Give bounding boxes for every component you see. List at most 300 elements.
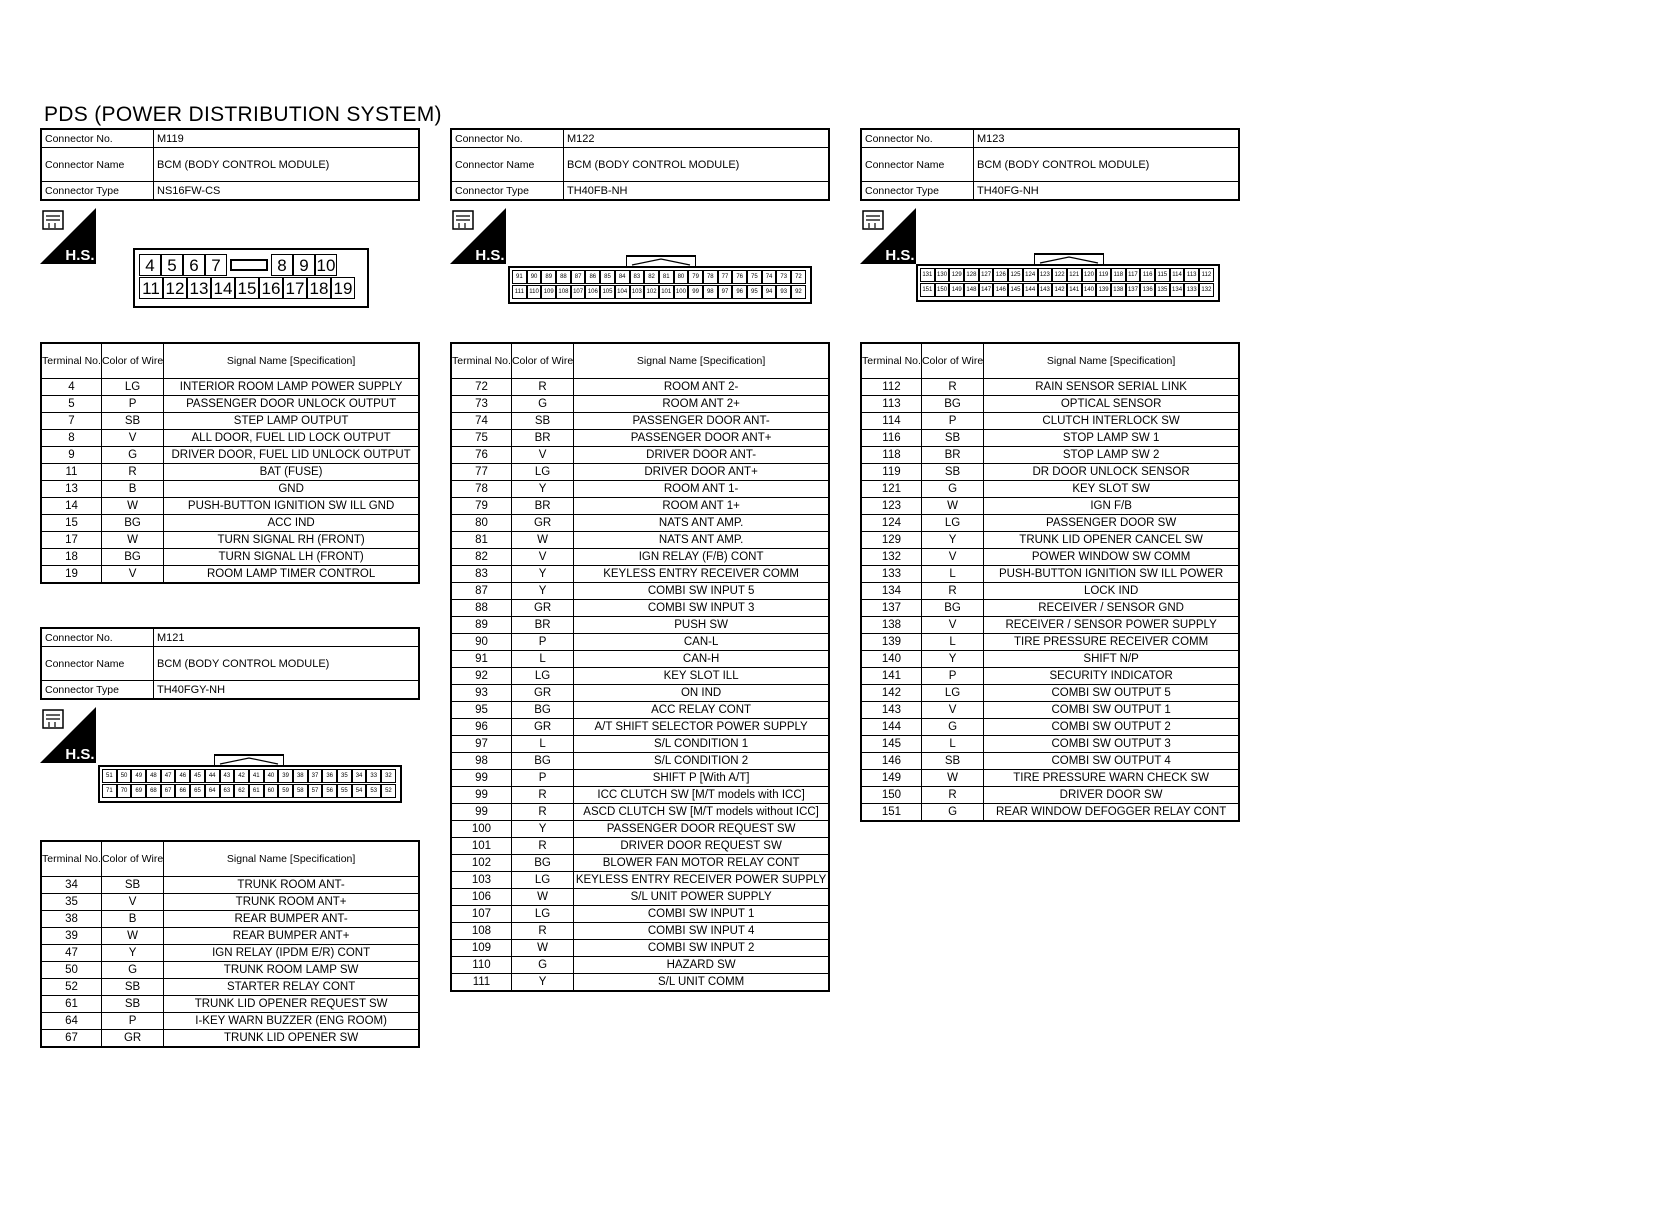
terminal-no: 110 [451,957,511,974]
col-color-of-wire: Color of Wire [921,343,983,379]
terminal-no: 145 [861,736,921,753]
terminal-no: 14 [41,498,101,515]
connector-pin: 137 [1126,283,1141,297]
signal-table-m119 [40,342,420,584]
terminal-no: 15 [41,515,101,532]
label-connector-name: Connector Name [861,148,974,182]
terminal-no: 151 [861,804,921,822]
terminal-no: 98 [451,753,511,770]
signal-name: NATS ANT AMP. [574,532,829,549]
wire-color: LG [511,464,573,481]
terminal-no: 64 [41,1013,101,1030]
wire-color: V [101,566,163,584]
terminal-no: 88 [451,600,511,617]
connector-pin: 39 [278,769,293,783]
signal-name: TRUNK ROOM ANT+ [164,894,419,911]
connector-pin: 120 [1082,268,1097,282]
signal-name: DRIVER DOOR, FUEL LID UNLOCK OUTPUT [164,447,419,464]
terminal-no: 99 [451,804,511,821]
table-row [41,447,419,464]
wire-color: Y [511,566,573,583]
signal-name: CAN-H [574,651,829,668]
wire-color: R [921,787,983,804]
terminal-no: 114 [861,413,921,430]
table-row [41,962,419,979]
connector-pin: 7 [205,254,227,276]
connector-latch [214,753,284,765]
connector-pin: 109 [541,285,556,299]
wire-color: G [921,481,983,498]
connector-type: TH40FGY-NH [154,681,420,700]
connector-pin: 110 [527,285,542,299]
connector-pin: 67 [161,784,176,798]
signal-name: RECEIVER / SENSOR GND [984,600,1239,617]
table-row [451,804,829,821]
connector-pin: 123 [1038,268,1053,282]
table-row [861,447,1239,464]
connector-pin: 36 [322,769,337,783]
connector-pin: 138 [1111,283,1126,297]
harness-side-icon [450,208,506,264]
wire-color: P [921,668,983,685]
terminal-no: 87 [451,583,511,600]
signal-name: IGN RELAY (F/B) CONT [574,549,829,566]
connector-pin: 80 [674,270,689,284]
table-row [451,600,829,617]
table-row [451,549,829,566]
terminal-no: 91 [451,651,511,668]
table-row [451,481,829,498]
wire-color: G [101,962,163,979]
wire-color: G [511,396,573,413]
signal-name: STARTER RELAY CONT [164,979,419,996]
connector-pin: 61 [249,784,264,798]
signal-name: S/L UNIT COMM [574,974,829,992]
table-row [41,413,419,430]
connector-pin: 143 [1038,283,1053,297]
wire-color: BG [101,515,163,532]
wire-color: SB [921,430,983,447]
signal-name: PASSENGER DOOR REQUEST SW [574,821,829,838]
connector-pin: 105 [600,285,615,299]
terminal-no: 89 [451,617,511,634]
connector-pin: 4 [139,254,161,276]
connector-face-m119 [133,248,369,308]
table-row [861,804,1239,822]
table-row [861,379,1239,396]
connector-pin: 73 [776,270,791,284]
page-title: PDS (POWER DISTRIBUTION SYSTEM) [44,103,442,126]
table-row [451,515,829,532]
table-row [41,566,419,584]
connector-pin: 133 [1184,283,1199,297]
wire-color: LG [921,515,983,532]
col-terminal-no: Terminal No. [41,343,101,379]
connector-pin: 60 [264,784,279,798]
wire-color: SB [511,413,573,430]
connector-pin: 51 [102,769,117,783]
table-row [451,702,829,719]
terminal-no: 118 [861,447,921,464]
connector-pin: 49 [131,769,146,783]
connector-pin: 87 [571,270,586,284]
table-row [861,736,1239,753]
table-row [861,685,1239,702]
connector-pin: 86 [585,270,600,284]
wire-color: R [921,583,983,600]
table-row [861,498,1239,515]
signal-name: REAR BUMPER ANT- [164,911,419,928]
connector-latch [626,254,696,266]
wire-color: W [101,498,163,515]
connector-pin: 74 [762,270,777,284]
label-connector-type: Connector Type [861,182,974,201]
connector-pin: 64 [205,784,220,798]
terminal-no: 106 [451,889,511,906]
table-row [861,515,1239,532]
table-row [861,549,1239,566]
wire-color: W [921,498,983,515]
terminal-no: 82 [451,549,511,566]
connector-pin: 96 [732,285,747,299]
terminal-no: 97 [451,736,511,753]
signal-name: KEYLESS ENTRY RECEIVER POWER SUPPLY [574,872,829,889]
wire-color: BR [511,617,573,634]
connector-pin: 127 [979,268,994,282]
col-color-of-wire: Color of Wire [511,343,573,379]
signal-name: TURN SIGNAL LH (FRONT) [164,549,419,566]
terminal-no: 121 [861,481,921,498]
hs-label: H.S. [65,247,95,264]
connector-type: NS16FW-CS [154,182,420,201]
terminal-no: 13 [41,481,101,498]
wire-color: V [511,447,573,464]
connector-pin: 119 [1096,268,1111,282]
connector-pin: 6 [183,254,205,276]
signal-name: CAN-L [574,634,829,651]
wire-color: L [921,736,983,753]
terminal-no: 39 [41,928,101,945]
wire-color: BG [511,702,573,719]
connector-pin: 107 [571,285,586,299]
signal-name: ACC RELAY CONT [574,702,829,719]
wire-color: Y [511,974,573,992]
connector-pin: 77 [718,270,733,284]
terminal-no: 101 [451,838,511,855]
connector-no: M122 [564,129,830,148]
connector-pin: 149 [949,283,964,297]
wire-color: SB [921,464,983,481]
connector-pin: 16 [259,277,283,299]
connector-pin: 111 [512,285,527,299]
signal-name: OPTICAL SENSOR [984,396,1239,413]
signal-name: COMBI SW OUTPUT 2 [984,719,1239,736]
signal-name: PUSH-BUTTON IGNITION SW ILL GND [164,498,419,515]
wire-color: LG [511,872,573,889]
wire-color: Y [921,532,983,549]
connector-header-m119 [40,128,420,201]
connector-pin: 40 [264,769,279,783]
connector-pin: 57 [308,784,323,798]
terminal-no: 19 [41,566,101,584]
connector-no: M121 [154,628,420,647]
signal-name: PASSENGER DOOR SW [984,515,1239,532]
connector-pin: 89 [541,270,556,284]
table-row [861,651,1239,668]
wire-color: L [921,566,983,583]
label-connector-type: Connector Type [41,182,154,201]
table-row [861,413,1239,430]
signal-name: KEY SLOT ILL [574,668,829,685]
signal-name: PASSENGER DOOR ANT- [574,413,829,430]
connector-pin: 58 [293,784,308,798]
wire-color: LG [511,668,573,685]
table-row [451,719,829,736]
connector-pin: 97 [718,285,733,299]
terminal-no: 73 [451,396,511,413]
table-row [451,957,829,974]
wire-color: GR [511,515,573,532]
wire-color: SB [101,877,163,894]
terminal-no: 95 [451,702,511,719]
table-row [451,821,829,838]
terminal-no: 61 [41,996,101,1013]
signal-name: REAR BUMPER ANT+ [164,928,419,945]
wire-color: BR [511,498,573,515]
connector-pin: 46 [175,769,190,783]
connector-pin: 145 [1008,283,1023,297]
wire-color: GR [101,1030,163,1048]
signal-name: TRUNK LID OPENER REQUEST SW [164,996,419,1013]
connector-pin: 17 [283,277,307,299]
connector-name: BCM (BODY CONTROL MODULE) [154,148,420,182]
table-row [861,464,1239,481]
terminal-no: 139 [861,634,921,651]
wire-color: LG [101,379,163,396]
wire-color: W [101,532,163,549]
connector-pin: 48 [146,769,161,783]
wire-color: V [101,430,163,447]
signal-name: COMBI SW INPUT 2 [574,940,829,957]
terminal-no: 7 [41,413,101,430]
wire-color: R [511,379,573,396]
connector-pin: 9 [293,254,315,276]
connector-pin: 81 [659,270,674,284]
table-row [861,617,1239,634]
table-row [41,481,419,498]
table-row [41,996,419,1013]
connector-pin: 33 [366,769,381,783]
connector-name: BCM (BODY CONTROL MODULE) [974,148,1240,182]
terminal-no: 144 [861,719,921,736]
signal-name: COMBI SW OUTPUT 1 [984,702,1239,719]
terminal-no: 96 [451,719,511,736]
table-row [41,464,419,481]
terminal-no: 146 [861,753,921,770]
wire-color: P [511,634,573,651]
signal-table-m121 [40,840,420,1048]
table-row [861,566,1239,583]
connector-pin: 94 [762,285,777,299]
connector-pin: 121 [1067,268,1082,282]
signal-table-m123 [860,342,1240,822]
wire-color: L [921,634,983,651]
terminal-no: 108 [451,923,511,940]
label-connector-no: Connector No. [451,129,564,148]
signal-name: TIRE PRESSURE WARN CHECK SW [984,770,1239,787]
signal-name: RECEIVER / SENSOR POWER SUPPLY [984,617,1239,634]
terminal-no: 47 [41,945,101,962]
col-signal-name: Signal Name [Specification] [574,343,829,379]
wire-color: R [511,787,573,804]
signal-name: REAR WINDOW DEFOGGER RELAY CONT [984,804,1239,822]
wire-color: P [101,1013,163,1030]
terminal-no: 103 [451,872,511,889]
connector-header-m123 [860,128,1240,201]
connector-pin: 115 [1155,268,1170,282]
signal-name: COMBI SW INPUT 4 [574,923,829,940]
wire-color: G [101,447,163,464]
terminal-no: 111 [451,974,511,992]
terminal-no: 113 [861,396,921,413]
table-row [451,787,829,804]
terminal-no: 4 [41,379,101,396]
connector-pin: 12 [163,277,187,299]
signal-name: DR DOOR UNLOCK SENSOR [984,464,1239,481]
terminal-no: 133 [861,566,921,583]
wire-color: BG [511,855,573,872]
terminal-no: 75 [451,430,511,447]
terminal-no: 109 [451,940,511,957]
connector-key-slot [230,259,268,271]
wire-color: V [921,617,983,634]
table-row [861,668,1239,685]
connector-pin: 78 [703,270,718,284]
wire-color: GR [511,719,573,736]
terminal-no: 142 [861,685,921,702]
connector-pin: 118 [1111,268,1126,282]
signal-name: ROOM ANT 1- [574,481,829,498]
terminal-no: 99 [451,787,511,804]
table-row [451,906,829,923]
terminal-no: 52 [41,979,101,996]
wire-color: G [921,719,983,736]
connector-pin: 65 [190,784,205,798]
wire-color: Y [101,945,163,962]
table-row [451,685,829,702]
table-row [451,498,829,515]
wire-color: SB [101,996,163,1013]
wire-color: GR [511,685,573,702]
connector-pin: 104 [615,285,630,299]
connector-pin: 85 [600,270,615,284]
connector-pin: 62 [234,784,249,798]
col-color-of-wire: Color of Wire [101,841,163,877]
connector-pin: 112 [1199,268,1214,282]
table-row [451,583,829,600]
connector-pin: 129 [949,268,964,282]
wire-color: R [511,923,573,940]
wire-color: V [101,894,163,911]
connector-face-m123 [916,264,1220,302]
table-row [41,515,419,532]
connector-pin: 42 [234,769,249,783]
signal-name: DRIVER DOOR SW [984,787,1239,804]
hs-label: H.S. [475,247,505,264]
connector-pin: 63 [220,784,235,798]
signal-name: COMBI SW INPUT 1 [574,906,829,923]
table-row [861,719,1239,736]
terminal-no: 74 [451,413,511,430]
connector-pin: 34 [352,769,367,783]
connector-pin: 5 [161,254,183,276]
connector-pin: 95 [747,285,762,299]
connector-pin: 116 [1140,268,1155,282]
connector-pin: 50 [117,769,132,783]
connector-pin: 47 [161,769,176,783]
wire-color: G [921,804,983,822]
table-row [41,979,419,996]
wire-color: W [921,770,983,787]
terminal-no: 78 [451,481,511,498]
terminal-no: 149 [861,770,921,787]
table-row [41,379,419,396]
table-row [41,1013,419,1030]
label-connector-name: Connector Name [41,148,154,182]
table-row [451,889,829,906]
signal-name: NATS ANT AMP. [574,515,829,532]
terminal-no: 129 [861,532,921,549]
connector-pin: 37 [308,769,323,783]
wire-color: P [511,770,573,787]
signal-name: STOP LAMP SW 2 [984,447,1239,464]
connector-pin: 41 [249,769,264,783]
signal-name: INTERIOR ROOM LAMP POWER SUPPLY [164,379,419,396]
table-row [451,396,829,413]
terminal-no: 102 [451,855,511,872]
table-row [451,838,829,855]
wire-color: V [511,549,573,566]
wire-color: SB [921,753,983,770]
signal-name: HAZARD SW [574,957,829,974]
label-connector-no: Connector No. [41,628,154,647]
terminal-no: 5 [41,396,101,413]
terminal-no: 141 [861,668,921,685]
table-row [861,702,1239,719]
connector-pin: 108 [556,285,571,299]
connector-no: M123 [974,129,1240,148]
harness-side-icon [40,707,96,763]
wire-color: LG [511,906,573,923]
signal-name: S/L UNIT POWER SUPPLY [574,889,829,906]
label-connector-name: Connector Name [41,647,154,681]
wire-color: B [101,481,163,498]
signal-name: SHIFT N/P [984,651,1239,668]
col-color-of-wire: Color of Wire [101,343,163,379]
connector-pin: 70 [117,784,132,798]
signal-name: ROOM ANT 1+ [574,498,829,515]
terminal-no: 116 [861,430,921,447]
table-row [451,855,829,872]
col-signal-name: Signal Name [Specification] [164,841,419,877]
terminal-no: 90 [451,634,511,651]
table-row [861,481,1239,498]
connector-pin: 142 [1052,283,1067,297]
wire-color: V [921,702,983,719]
connector-face-m122 [508,266,812,304]
wire-color: BR [921,447,983,464]
label-connector-no: Connector No. [861,129,974,148]
